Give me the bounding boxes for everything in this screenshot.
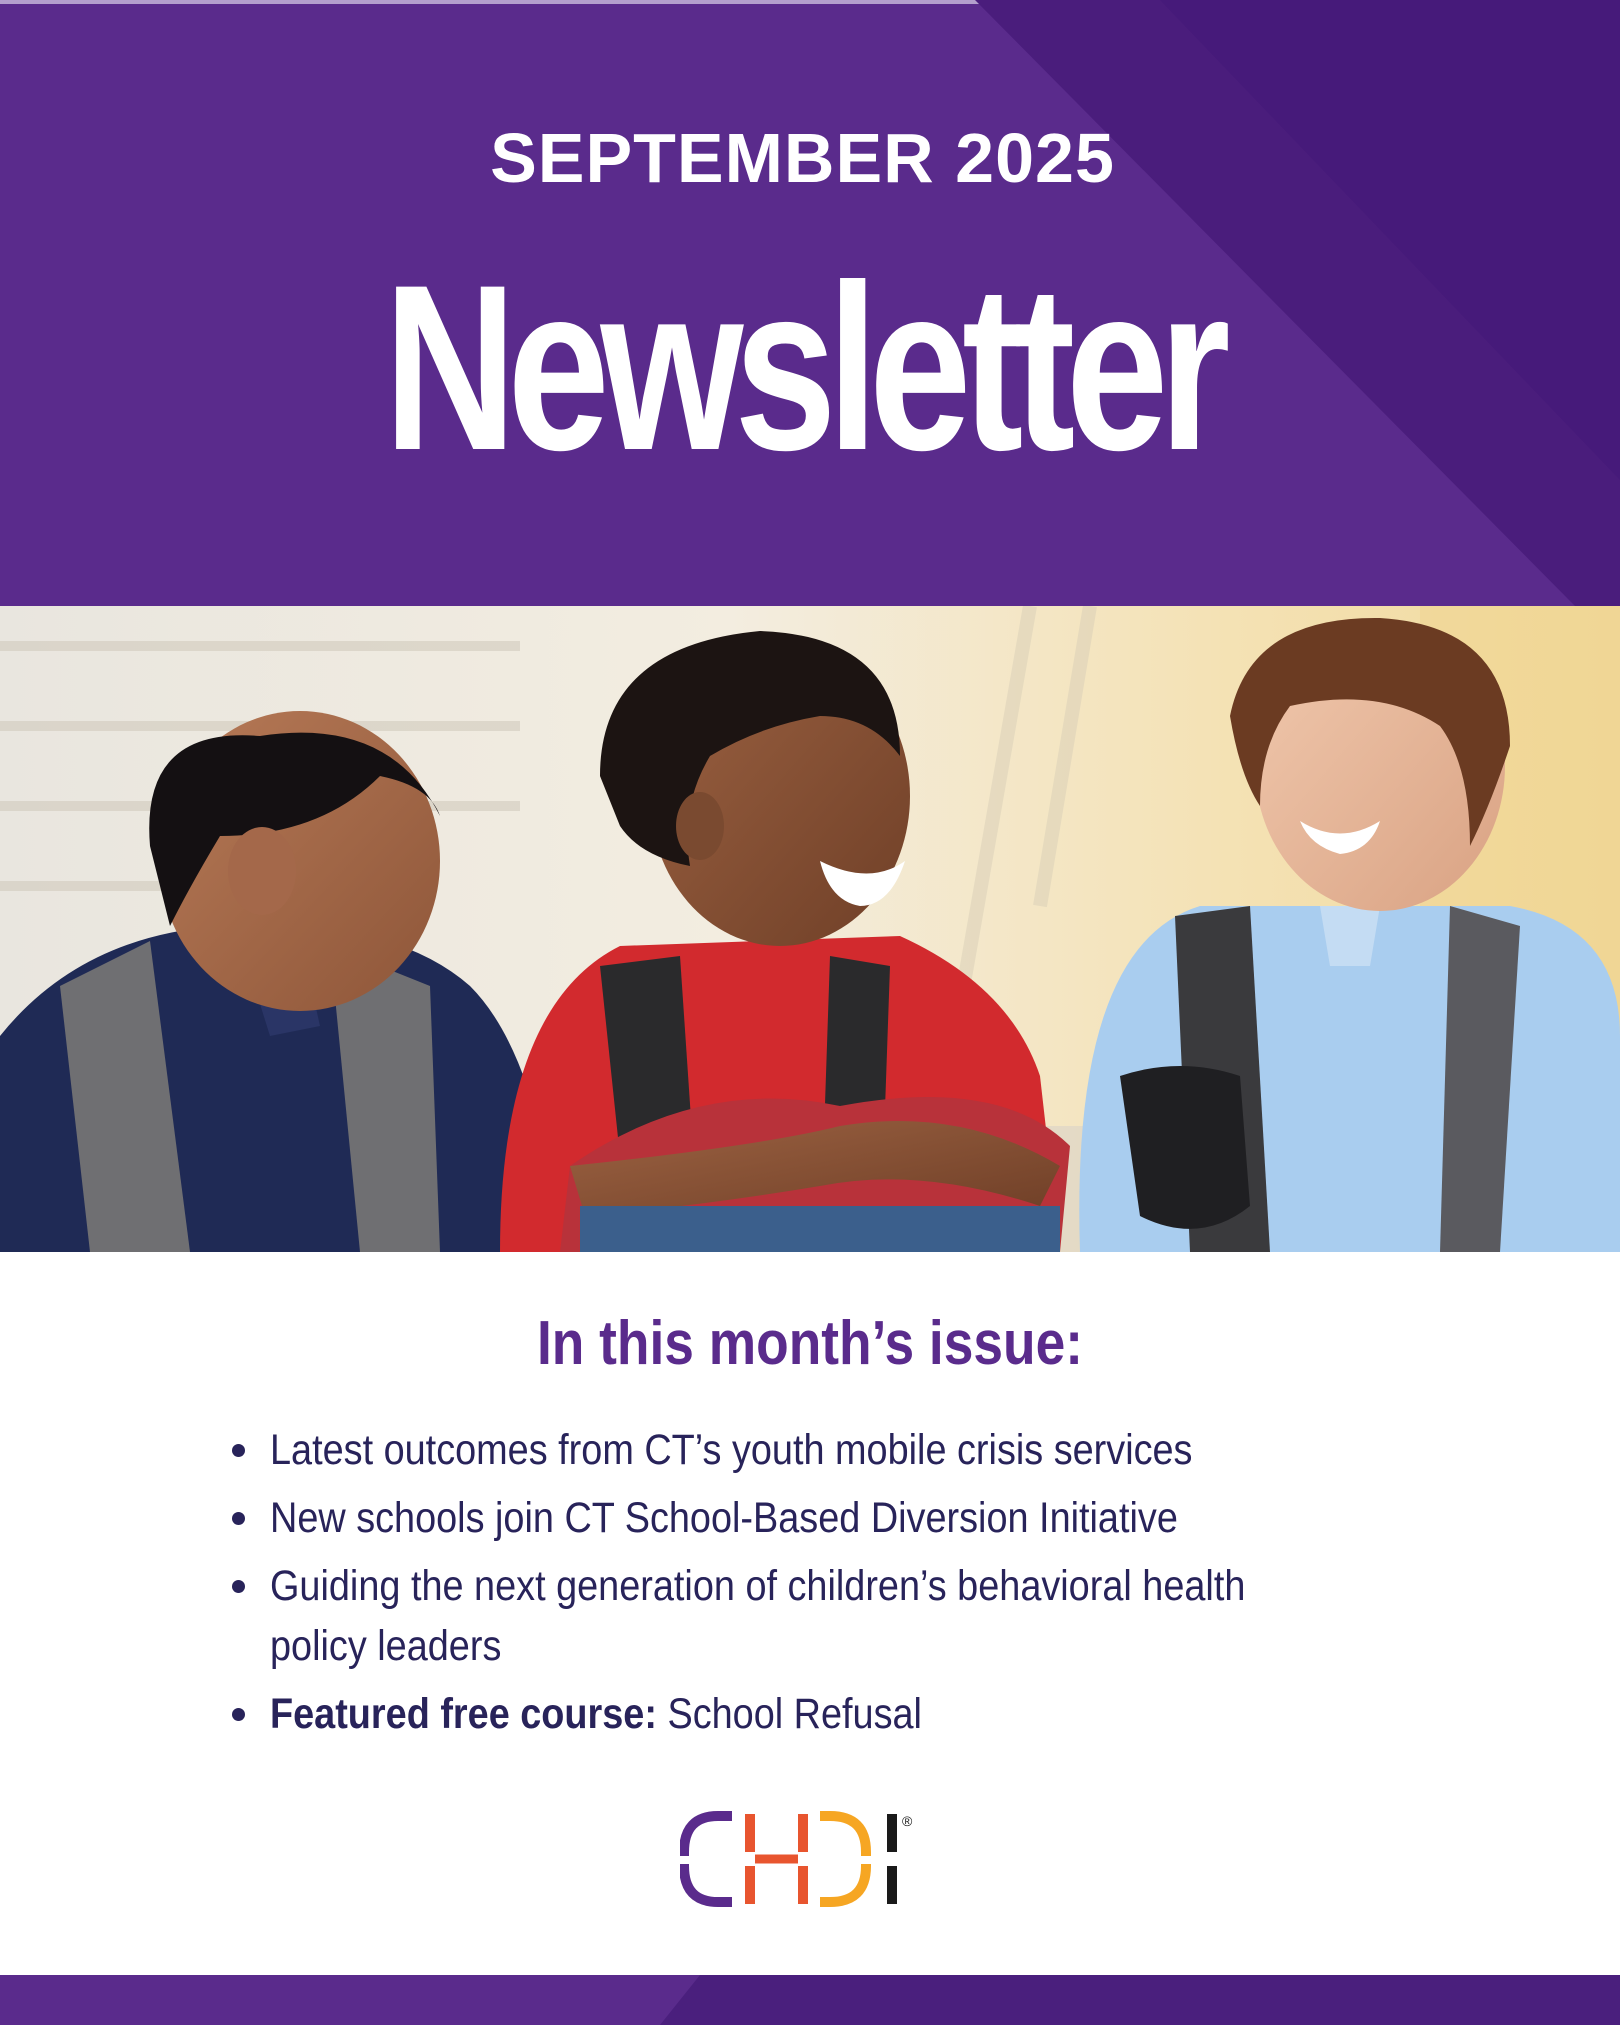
- chdi-logo[interactable]: [680, 1808, 920, 1908]
- issue-heading: In this month’s issue:: [536, 1309, 1084, 1378]
- list-item[interactable]: [232, 1420, 1432, 1480]
- list-item[interactable]: [232, 1488, 1432, 1548]
- hero-header: [0, 0, 1620, 606]
- bullet-dot: [232, 1580, 245, 1593]
- list-item-text-line2: policy leaders: [270, 1622, 502, 1670]
- footer-bar: [0, 1975, 1620, 2025]
- list-item[interactable]: [232, 1684, 1432, 1744]
- bullet-dot: [232, 1708, 245, 1721]
- list-item-text-line1: Guiding the next generation of children’s behavioral health: [270, 1562, 1246, 1610]
- featured-course-title: School Refusal: [656, 1690, 922, 1738]
- photo-three-boys: [0, 606, 1620, 1252]
- registered-mark: ®: [902, 1813, 913, 1829]
- newsletter-title: Newsletter: [383, 236, 1222, 500]
- hero-photo: [0, 606, 1620, 1252]
- footer-diagonal-shape: [0, 1975, 1620, 2025]
- list-item[interactable]: [232, 1556, 1432, 1676]
- list-item-text: New schools join CT School-Based Diversion Initiative: [270, 1494, 1178, 1542]
- issue-list: [232, 1420, 1432, 1752]
- bullet-dot: [232, 1512, 245, 1525]
- bullet-dot: [232, 1444, 245, 1457]
- featured-course: [270, 1684, 922, 1744]
- featured-course-label: Featured free course:: [270, 1690, 657, 1738]
- chdi-logo-mark: [680, 1808, 920, 1908]
- list-item-text: Latest outcomes from CT’s youth mobile crisis services: [270, 1426, 1193, 1474]
- issue-month: SEPTEMBER 2025: [490, 119, 1115, 197]
